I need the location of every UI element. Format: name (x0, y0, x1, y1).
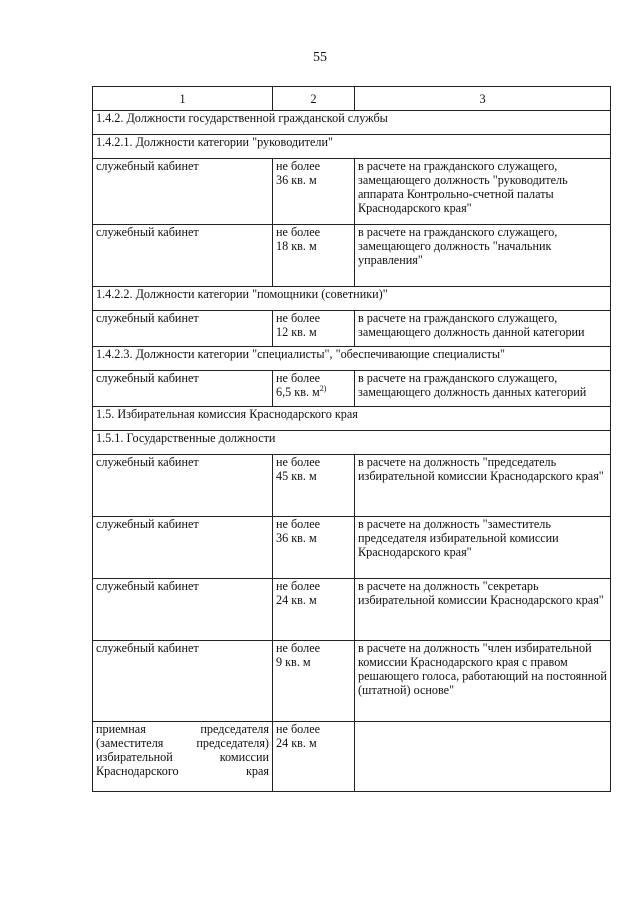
area-norm-value (276, 385, 351, 399)
section-row (93, 287, 611, 311)
section-title: 1.4.2.2. Должности категории "помощники (советники)" (93, 287, 611, 311)
area-norm-prefix: не более (276, 311, 321, 325)
premises-name: служебный кабинет (93, 517, 273, 579)
table-row (93, 641, 611, 722)
norm-basis: в расчете на гражданского служащего, замещающего должность "начальник управления" (355, 225, 611, 287)
norm-basis (355, 722, 611, 792)
area-norm-prefix: не более (276, 159, 321, 173)
premises-name: служебный кабинет (93, 371, 273, 407)
section-title: 1.4.2.3. Должности категории "специалисты", "обеспечивающие специалисты" (93, 347, 611, 371)
section-title: 1.4.2.1. Должности категории "руководители" (93, 135, 611, 159)
area-value-text: 36 кв. м (276, 531, 317, 545)
premises-name: приемная председателя (заместителя председателя) избирательной комиссии Краснодарского края (93, 722, 273, 792)
area-norm-prefix: не более (276, 517, 321, 531)
premises-name: служебный кабинет (93, 159, 273, 225)
area-norm-prefix: не более (276, 225, 321, 239)
header-col-1: 1 (93, 87, 273, 111)
premises-name: служебный кабинет (93, 579, 273, 641)
area-value-text: 12 кв. м (276, 325, 317, 339)
area-value-text: 6,5 кв. м (276, 385, 320, 399)
section-title: 1.4.2. Должности государственной гражданской службы (93, 111, 611, 135)
footnote-mark: 2) (319, 383, 327, 393)
area-norm-value (276, 469, 351, 483)
norm-basis: в расчете на должность "председатель избирательной комиссии Краснодарского края" (355, 455, 611, 517)
table-row (93, 225, 611, 287)
area-norm-prefix: не более (276, 722, 321, 736)
table-row (93, 455, 611, 517)
header-col-2: 2 (273, 87, 355, 111)
area-norm-value (276, 531, 351, 545)
section-title: 1.5.1. Государственные должности (93, 431, 611, 455)
table-header-row (93, 87, 611, 111)
area-norm (273, 455, 355, 517)
area-norm-value (276, 325, 351, 339)
area-norm-prefix: не более (276, 455, 321, 469)
section-row (93, 111, 611, 135)
area-value-text: 24 кв. м (276, 593, 317, 607)
area-norm (273, 371, 355, 407)
area-value-text: 36 кв. м (276, 173, 317, 187)
area-norm (273, 722, 355, 792)
table-row (93, 159, 611, 225)
area-norm-prefix: не более (276, 641, 321, 655)
area-norm-value (276, 655, 351, 669)
premises-name: служебный кабинет (93, 641, 273, 722)
norm-basis: в расчете на гражданского служащего, замещающего должность данных категорий (355, 371, 611, 407)
area-norm (273, 311, 355, 347)
norms-table (92, 86, 611, 792)
area-norm-prefix: не более (276, 371, 321, 385)
area-norm-value (276, 593, 351, 607)
area-value-text: 18 кв. м (276, 239, 317, 253)
section-row (93, 407, 611, 431)
area-norm (273, 517, 355, 579)
premises-name: служебный кабинет (93, 225, 273, 287)
section-row (93, 347, 611, 371)
area-norm (273, 159, 355, 225)
page-number: 55 (313, 50, 327, 65)
area-norm-value (276, 239, 351, 253)
area-norm (273, 579, 355, 641)
area-norm-value (276, 736, 351, 750)
area-norm (273, 641, 355, 722)
section-title: 1.5. Избирательная комиссия Краснодарского края (93, 407, 611, 431)
section-row (93, 431, 611, 455)
area-value-text: 45 кв. м (276, 469, 317, 483)
table-row (93, 517, 611, 579)
norm-basis: в расчете на должность "секретарь избирательной комиссии Краснодарского края" (355, 579, 611, 641)
table-row (93, 311, 611, 347)
area-norm-prefix: не более (276, 579, 321, 593)
header-col-3: 3 (355, 87, 611, 111)
norm-basis: в расчете на должность "член избирательной комиссии Краснодарского края с правом решающего голоса, работающий на постоянной (штатной) основе" (355, 641, 611, 722)
area-norm (273, 225, 355, 287)
premises-name: служебный кабинет (93, 311, 273, 347)
area-value-text: 9 кв. м (276, 655, 311, 669)
premises-name: служебный кабинет (93, 455, 273, 517)
norm-basis: в расчете на гражданского служащего, замещающего должность данной категории (355, 311, 611, 347)
norm-basis: в расчете на должность "заместитель председателя избирательной комиссии Краснодарского края" (355, 517, 611, 579)
table-row (93, 579, 611, 641)
area-value-text: 24 кв. м (276, 736, 317, 750)
norm-basis: в расчете на гражданского служащего, замещающего должность "руководитель аппарата Контрольно-счетной палаты Краснодарского края" (355, 159, 611, 225)
table-row (93, 722, 611, 792)
area-norm-value (276, 173, 351, 187)
table-row (93, 371, 611, 407)
section-row (93, 135, 611, 159)
